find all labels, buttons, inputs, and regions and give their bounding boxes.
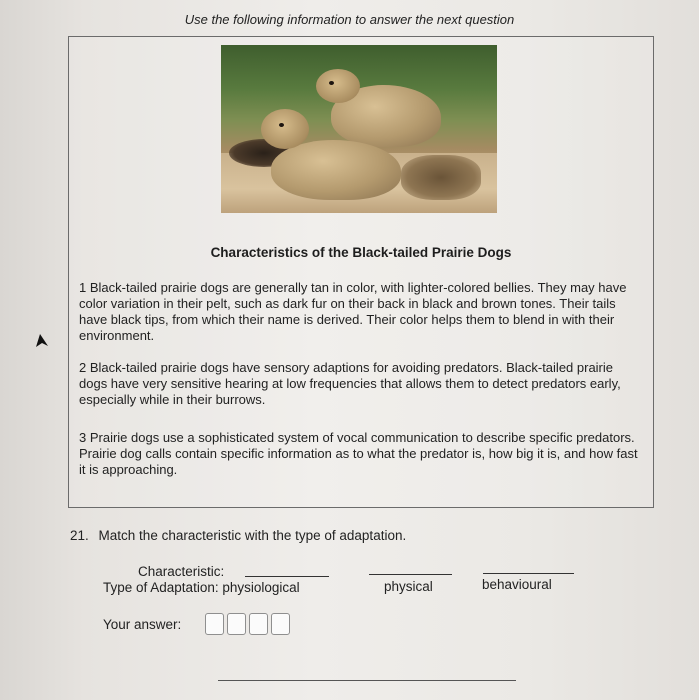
answer-box-4[interactable] [271,613,290,635]
answer-box-3[interactable] [249,613,268,635]
bottom-divider [218,680,516,681]
characteristic-blank-1 [245,576,329,577]
type-of-adaptation-label: Type of Adaptation: physiological [103,580,300,595]
prairie-dogs-photo [221,45,497,213]
prairie-dog-back-head [316,69,360,103]
question-21 [70,528,406,543]
characteristic-blank-2 [369,574,452,575]
information-box [68,36,654,508]
instruction-header: Use the following information to answer the next question [184,12,515,27]
paragraph-3: 3 Prairie dogs use a sophisticated system of vocal communication to describe specific predators. Prairie dog calls contain specific information as to what the predator is, how big it is, and how fast it is approaching. [79,430,638,477]
characteristic-blank-3 [483,573,574,574]
answer-box-2[interactable] [227,613,246,635]
prairie-dog-front-head [261,109,309,149]
prairie-dog-front-eye [279,123,284,127]
option-behavioural: behavioural [482,577,552,592]
prairie-dog-back-eye [329,81,334,85]
paragraph-1: 1 Black-tailed prairie dogs are generally tan in color, with lighter-colored bellies. They may have color variation in their pelt, such as dark fur on their back in black and brown tones. Their tails have black tips, from which their name is derived. Their color helps them to blend in with their environment. [79,280,627,343]
answer-box-1[interactable] [205,613,224,635]
paragraph-2: 2 Black-tailed prairie dogs have sensory adaptions for avoiding predators. Black-tailed prairie dogs have very sensitive hearing at low frequencies that allows them to detect predators early, especially while in their burrows. [79,360,621,407]
passage-title: Characteristics of the Black-tailed Prairie Dogs [210,245,512,260]
photo-dirt-mound [401,155,481,200]
characteristic-label: Characteristic: [138,564,225,579]
answer-label: Your answer: [103,617,182,632]
prairie-dog-front [271,140,401,200]
option-physical: physical [384,579,433,594]
question-number: 21. [70,528,89,543]
question-text: Match the characteristic with the type of adaptation. [98,528,407,543]
